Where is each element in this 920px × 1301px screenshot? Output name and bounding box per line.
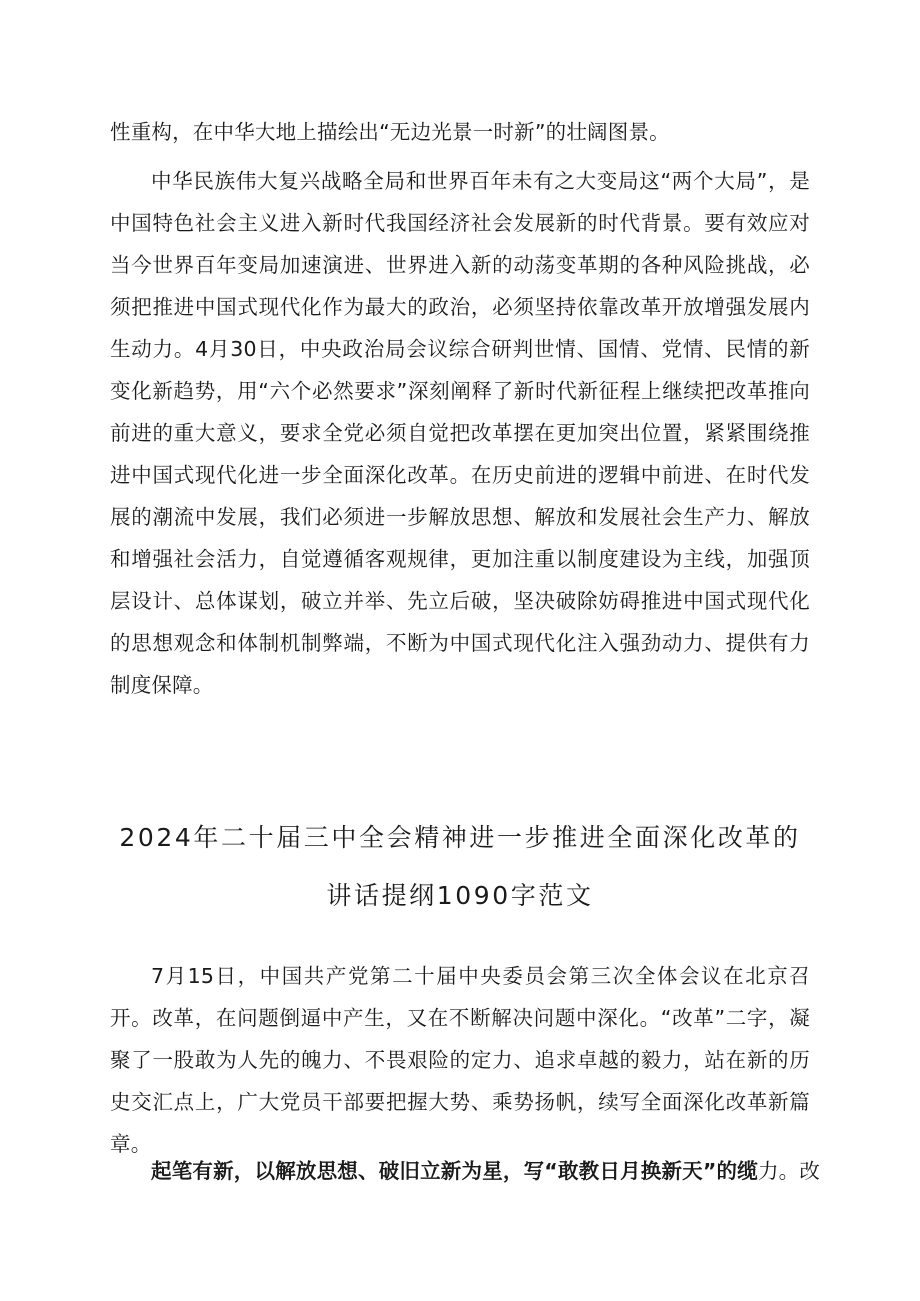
paragraph-new-start-lead: 起笔有新，以解放思想、破旧立新为星，写“敢教日月换新天”的缆 — [151, 1159, 758, 1183]
article-title-line-1: 2024年二十届三中全会精神进一步推进全面深化改革的 — [119, 823, 801, 852]
paragraph-two-overall-situations: 中华民族伟大复兴战略全局和世界百年未有之大变局这“两个大局”，是中国特色社会主义进入新时代我国经济社会发展新的时代背景。要有效应对当今世界百年变局加速演进、世界进入新的动荡变革期的各种风险挑战，必须把推进中国式现代化作为最大的政治，必须坚持依靠改革开放增强发展内生动力。4月30日，中央政治局会议综合研判世情、国情、党情、民情的新变化新趋势，用“六个必然要求”深刻阐释了新时代新征程上继续把改革推向前进的重大意义，要求全党必须自觉把改革摆在更加突出位置，紧紧围绕推进中国式现代化进一步全面深化改革。在历史前进的逻辑中前进、在时代发展的潮流中发展，我们必须进一步解放思想、解放和发展社会生产力、解放和增强社会活力，自觉遵循客观规律，更加注重以制度建设为主线，加强顶层设计、总体谋划，破立并举、先立后破，坚决破除妨碍推进中国式现代化的思想观念和体制机制弊端，不断为中国式现代化注入强劲动力、提供有力制度保障。 — [110, 169, 810, 697]
article-title — [110, 809, 810, 925]
paragraph-plenary-session: 7月15日，中国共产党第二十届中央委员会第三次全体会议在北京召开。改革，在问题倒逼中产生，又在不断解决问题中深化。“改革”二字，凝聚了一股敢为人先的魄力、不畏艰险的定力、追求卓越的毅力，站在新的历史交汇点上，广大党员干部要把握大势、乘势扬帆，续写全面深化改革新篇章。 — [110, 964, 810, 1156]
paragraph-new-start — [110, 1150, 821, 1192]
article-title-line-2: 讲话提纲1090字范文 — [326, 881, 594, 910]
paragraph-new-start-rest: 力。改 — [757, 1159, 821, 1183]
paragraph-continuation: 性重构，在中华大地上描绘出“无边光景一时新”的壮阔图景。 — [110, 120, 670, 144]
